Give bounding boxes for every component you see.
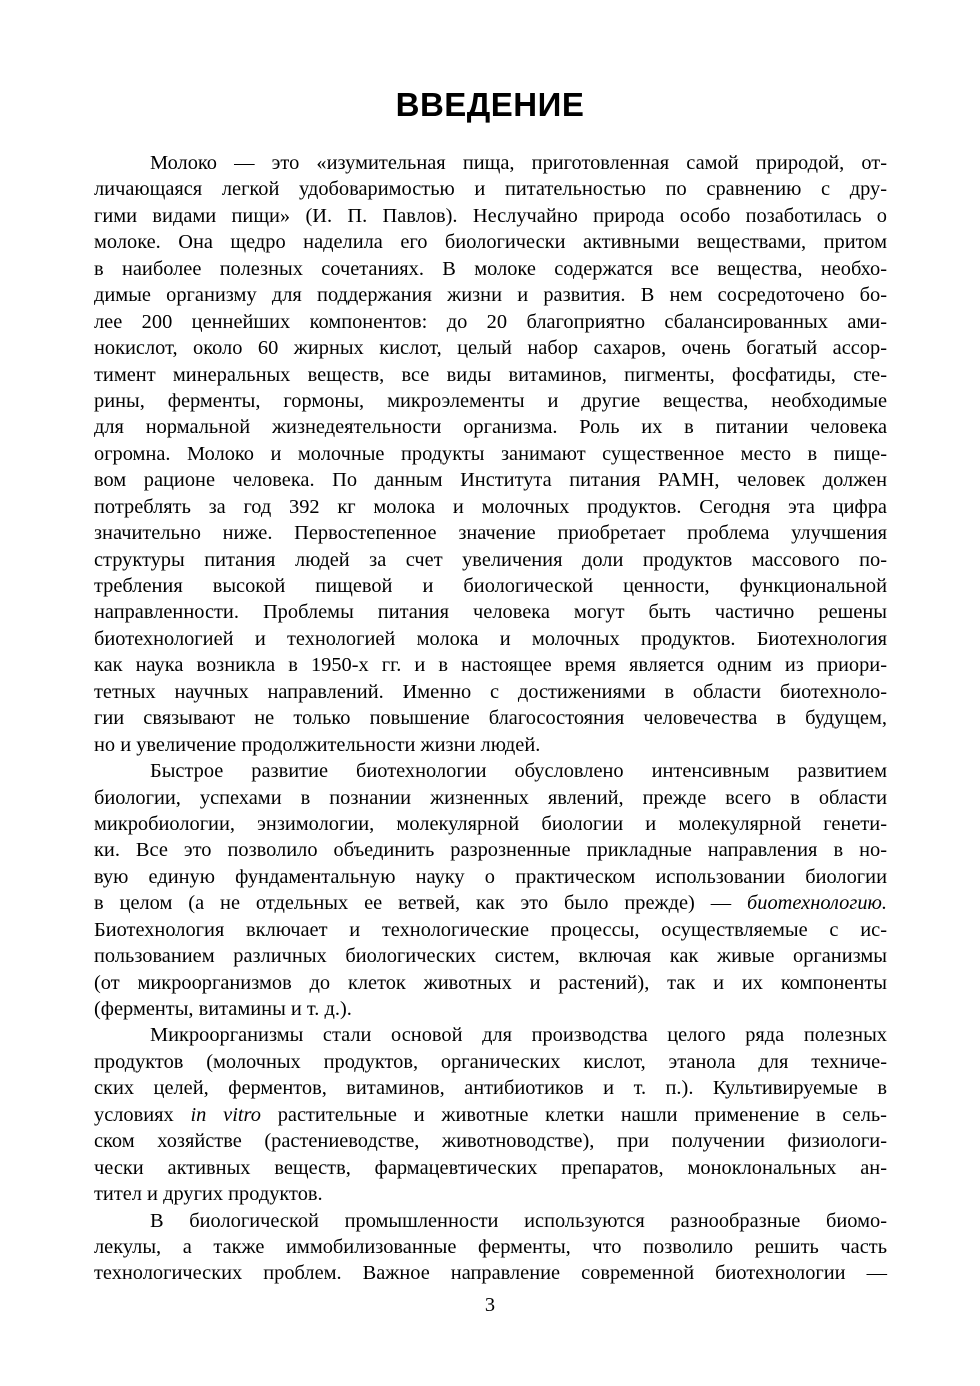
text-line xyxy=(94,652,887,678)
text-line xyxy=(94,917,887,943)
text-segment: биологии, успехами в познании жизненных явлений, прежде всего в области xyxy=(94,786,887,809)
text-segment: нокислот, около 60 жирных кислот, целый набор сахаров, очень богатый ассор- xyxy=(94,337,887,360)
text-segment: тител и других продуктов. xyxy=(94,1183,323,1206)
page-title: ВВЕДЕНИЕ xyxy=(395,86,585,123)
text-segment: Быстрое развитие биотехнологии обусловлено интенсивным развитием xyxy=(150,760,887,783)
text-segment: гими видами пищи» (И. П. Павлов). Неслучайно природа особо позаботилась о xyxy=(94,204,887,227)
text-segment: (ферменты, витамины и т. д.). xyxy=(94,998,352,1020)
text-line xyxy=(94,309,887,335)
text-line xyxy=(94,1075,887,1101)
text-line xyxy=(94,1128,887,1154)
text-segment: условиях xyxy=(94,1103,191,1126)
italic-text-segment: in vitro xyxy=(190,1103,261,1126)
text-segment: направленности. Проблемы питания человека могут быть частично решены xyxy=(94,601,887,624)
text-segment: молоке. Она щедро наделила его биологически активными веществами, притом xyxy=(94,231,887,254)
text-segment: значительно ниже. Первостепенное значение приобретает проблема улучшения xyxy=(94,522,887,545)
text-line xyxy=(94,414,887,440)
text-segment: ки. Все это позволило объединить разрозненные прикладные направления в но- xyxy=(94,839,887,862)
text-segment: потреблять за год 392 кг молока и молочных продуктов. Сегодня эта цифра xyxy=(94,495,887,518)
text-segment: продуктов (молочных продуктов, органических кислот, этанола для техниче- xyxy=(94,1050,887,1073)
text-line xyxy=(94,626,887,652)
text-line xyxy=(94,547,887,573)
text-line xyxy=(94,996,887,1022)
text-block xyxy=(94,150,887,1287)
text-line xyxy=(94,732,887,758)
text-line xyxy=(94,1260,887,1286)
text-line xyxy=(94,573,887,599)
text-line xyxy=(94,785,887,811)
text-line xyxy=(94,282,887,308)
italic-text-segment: биотехнологию. xyxy=(747,892,887,915)
text-line xyxy=(94,176,887,202)
text-segment: личающаяся легкой удобоваримостью и питательностью по сравнению с дру- xyxy=(94,178,887,201)
text-line xyxy=(94,441,887,467)
text-line xyxy=(94,970,887,996)
text-line xyxy=(94,837,887,863)
text-segment: в целом (а не отдельных ее ветвей, как это было прежде) — xyxy=(94,892,748,915)
text-line xyxy=(94,864,887,890)
text-segment: Молоко — это «изумительная пища, приготовленная самой природой, от- xyxy=(150,152,887,174)
text-line xyxy=(94,494,887,520)
text-line xyxy=(94,679,887,705)
text-line xyxy=(94,1234,887,1260)
text-segment: гии связывают не только повышение благосостояния человечества в будущем, xyxy=(94,707,887,730)
text-line xyxy=(94,229,887,255)
text-segment: димые организму для поддержания жизни и развития. В нем сосредоточено бо- xyxy=(94,284,887,307)
text-line xyxy=(94,890,887,916)
text-segment: чески активных веществ, фармацевтических препаратов, моноклональных ан- xyxy=(94,1156,887,1179)
text-line xyxy=(94,758,887,784)
text-line xyxy=(94,256,887,282)
text-line xyxy=(94,203,887,229)
text-line xyxy=(94,388,887,414)
text-segment: Биотехнология включает и технологические процессы, осуществляемые с ис- xyxy=(94,918,887,941)
text-segment: структуры питания людей за счет увеличения доли продуктов массового по- xyxy=(94,548,887,571)
text-segment: тимент минеральных веществ, все виды витаминов, пигменты, фосфатиды, сте- xyxy=(94,363,887,386)
text-line xyxy=(94,1022,887,1048)
text-segment: для нормальной жизнедеятельности организма. Роль их в питании человека xyxy=(94,416,887,439)
text-segment: микробиологии, энзимологии, молекулярной биологии и молекулярной генети- xyxy=(94,812,887,835)
text-segment: огромна. Молоко и молочные продукты занимают существенное место в пище- xyxy=(94,442,887,465)
text-line xyxy=(94,1181,887,1207)
text-segment: лее 200 ценнейших компонентов: до 20 благоприятно сбалансированных ами- xyxy=(94,310,887,333)
text-line xyxy=(94,1049,887,1075)
text-segment: в наиболее полезных сочетаниях. В молоке содержатся все вещества, необхо- xyxy=(94,257,887,280)
text-segment: вую единую фундаментальную науку о практическом использовании биологии xyxy=(94,865,887,888)
text-segment: Микроорганизмы стали основой для производства целого ряда полезных xyxy=(150,1024,887,1047)
text-segment: В биологической промышленности используются разнообразные биомо- xyxy=(150,1209,887,1232)
text-segment: как наука возникла в 1950-х гг. и в настоящее время является одним из приори- xyxy=(94,654,887,677)
text-line xyxy=(94,599,887,625)
text-line xyxy=(94,467,887,493)
text-line xyxy=(94,705,887,731)
text-line xyxy=(94,150,887,176)
text-line xyxy=(94,520,887,546)
text-line xyxy=(94,335,887,361)
text-segment: рины, ферменты, гормоны, микроэлементы и другие вещества, необходимые xyxy=(94,389,887,412)
page-number: 3 xyxy=(484,1294,496,1316)
text-segment: пользованием различных биологических систем, включая как живые организмы xyxy=(94,945,887,968)
text-line xyxy=(94,811,887,837)
text-segment: вом рационе человека. По данным Института питания РАМН, человек должен xyxy=(94,469,887,492)
text-segment: лекулы, а также иммобилизованные ферменты, что позволило решить часть xyxy=(94,1235,887,1258)
text-segment: тетных научных направлений. Именно с достижениями в области биотехноло- xyxy=(94,680,887,703)
text-line xyxy=(94,1208,887,1234)
text-segment: ском хозяйстве (растениеводстве, животноводстве), при получении физиологи- xyxy=(94,1130,887,1153)
text-line xyxy=(94,1155,887,1181)
text-segment: растительные и животные клетки нашли применение в сель- xyxy=(260,1103,887,1126)
text-line xyxy=(94,362,887,388)
text-segment: но и увеличение продолжительности жизни людей. xyxy=(94,733,541,756)
text-segment: технологических проблем. Важное направление современной биотехнологии — xyxy=(94,1262,887,1285)
text-segment: биотехнологией и технологией молока и молочных продуктов. Биотехнология xyxy=(94,627,887,650)
text-segment: требления высокой пищевой и биологической ценности, функциональной xyxy=(94,575,887,597)
text-line xyxy=(94,1102,887,1128)
text-segment: ских целей, ферментов, витаминов, антибиотиков и т. п.). Культивируемые в xyxy=(94,1077,887,1100)
text-segment: (от микроорганизмов до клеток животных и растений), так и их компоненты xyxy=(94,971,887,994)
text-line xyxy=(94,943,887,969)
